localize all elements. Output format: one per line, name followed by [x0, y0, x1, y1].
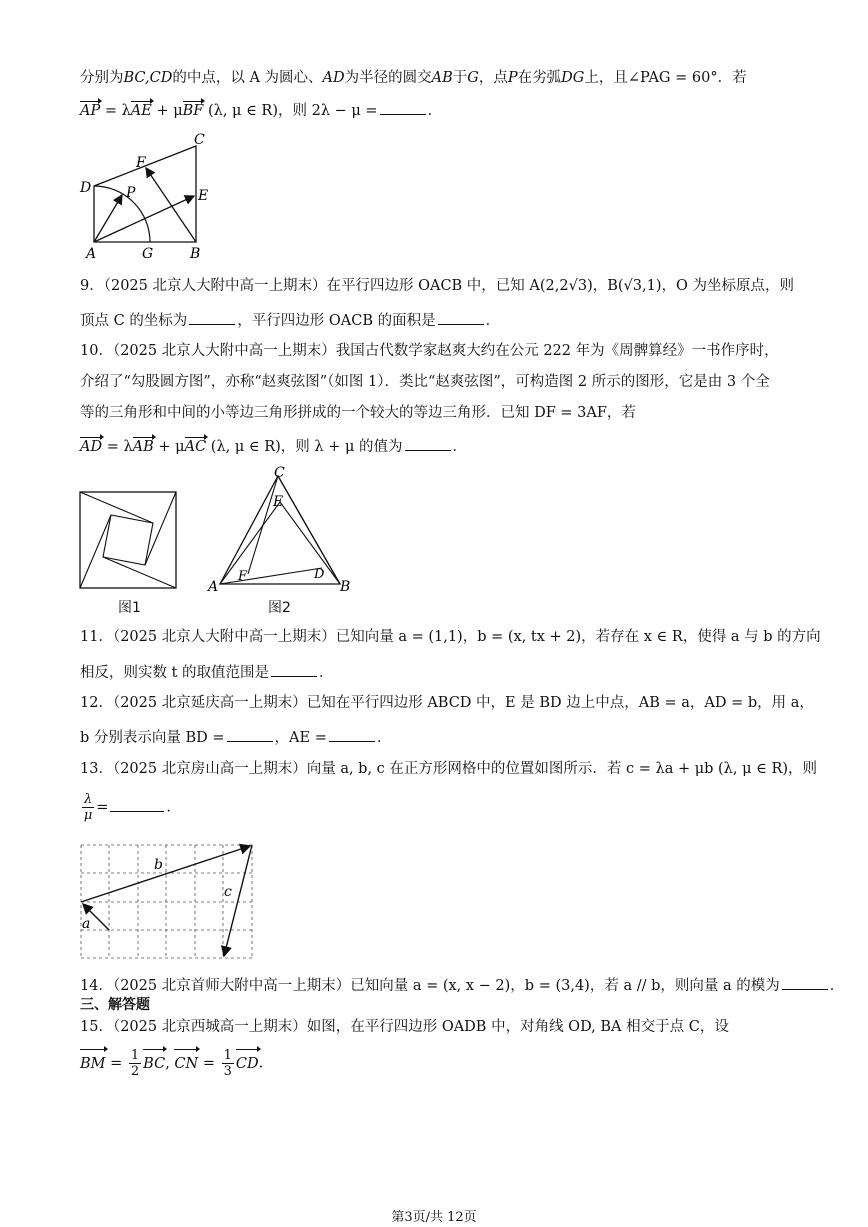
q10-figure2-triangle [200, 464, 360, 594]
label-c: C [194, 132, 205, 148]
q9-line2: 顶点 C 的坐标为 ，平行四边形 OACB 的面积是 ． [80, 310, 500, 331]
q10-line1: 10．（2025 北京人大附中高一上期末）我国古代数学家赵爽大约在公元 222 年为《周髀算经》一书作序时， [80, 343, 779, 359]
q11-line1: 11．（2025 北京人大附中高一上期末）已知向量 a = (1,1)，b = (x, tx + 2)，若存在 x ∈ R，使得 a 与 b 的方向 [80, 629, 821, 645]
label-b: B [340, 579, 351, 594]
label-e: E [273, 494, 284, 510]
q8-line1: 分别为BC,CD的中点，以 A 为圆心、AD为半径的圆交AB于G，点P在劣弧DG上，且∠PAG = 60°．若 [80, 70, 747, 86]
label-p: P [126, 185, 136, 201]
q10-line3: 等的三角形和中间的小等边三角形拼成的一个较大的等边三角形．已知 DF = 3AF，若 [80, 405, 636, 421]
label-c: c [224, 884, 232, 900]
label-e: E [198, 188, 209, 204]
label-d: D [314, 567, 325, 582]
label-f: F [136, 155, 146, 171]
q11-line2: 相反，则实数 t 的取值范围是 ． [80, 662, 334, 683]
q8-line2: AP = λAE + μBF (λ, μ ∈ R)，则 2λ − μ = ． [80, 100, 442, 121]
label-f: F [238, 569, 248, 584]
q8-vector-bf [146, 168, 196, 242]
section-heading: 三、解答题 [80, 997, 150, 1013]
label-a: A [86, 246, 97, 262]
q10-line4: AD = λAB + μAC (λ, μ ∈ R)，则 λ + μ 的值为 ． [80, 436, 467, 457]
label-c: C [274, 465, 285, 481]
q15-line1: 15．（2025 北京西城高一上期末）如图，在平行四边形 OADB 中，对角线 OD, BA 相交于点 C，设 [80, 1019, 729, 1035]
q10-line2: 介绍了“勾股圆方图”，亦称“赵爽弦图”（如图 1）．类比“赵爽弦图”，可构造图 2 所示的图形，它是由 3 个全 [80, 374, 770, 390]
label-b: B [190, 246, 201, 262]
q12-line1: 12．（2025 北京延庆高一上期末）已知在平行四边形 ABCD 中，E 是 BD 边上中点，AB = a，AD = b，用 a， [80, 695, 814, 711]
q14-line1: 14．（2025 北京首师大附中高一上期末）已知向量 a = (x, x − 2)，b = (3,4)，若 a // b，则向量 a 的模为 ． [80, 975, 844, 996]
q13-grid-figure [78, 842, 258, 962]
q10-figure1-zhaoshuang [78, 490, 180, 592]
q13-line2: $\frac{\lambda}{\mu}$ = ． [83, 792, 181, 823]
q8-arc-dg [94, 186, 150, 242]
label-d: D [80, 180, 92, 196]
q10-fig2-caption: 图2 [268, 600, 291, 616]
page-footer: 第3页/共 12页 [391, 1210, 477, 1225]
label-a: a [82, 916, 91, 932]
q15-line2: BM = $\frac{1}{2}$ BC, CN = $\frac{1}{3}$ CD. [80, 1048, 264, 1079]
q8-figure [74, 130, 224, 262]
answer-blank [380, 100, 426, 115]
vector-c [224, 845, 252, 956]
q12-line2: b 分别表示向量 BD = ，AE = ． [80, 727, 391, 748]
q13-line1: 13．（2025 北京房山高一上期末）向量 a, b, c 在正方形网格中的位置如图所示．若 c = λa + μb (λ, μ ∈ R)，则 [80, 761, 818, 777]
label-g: G [142, 246, 154, 262]
q9-line1: 9．（2025 北京人大附中高一上期末）在平行四边形 OACB 中，已知 A(2,2√3)，B(√3,1)，O 为坐标原点，则 [80, 278, 794, 294]
q10-fig1-caption: 图1 [118, 600, 141, 616]
q8-vector-ae [94, 196, 194, 242]
label-b: b [154, 857, 163, 873]
label-a: A [208, 579, 219, 594]
